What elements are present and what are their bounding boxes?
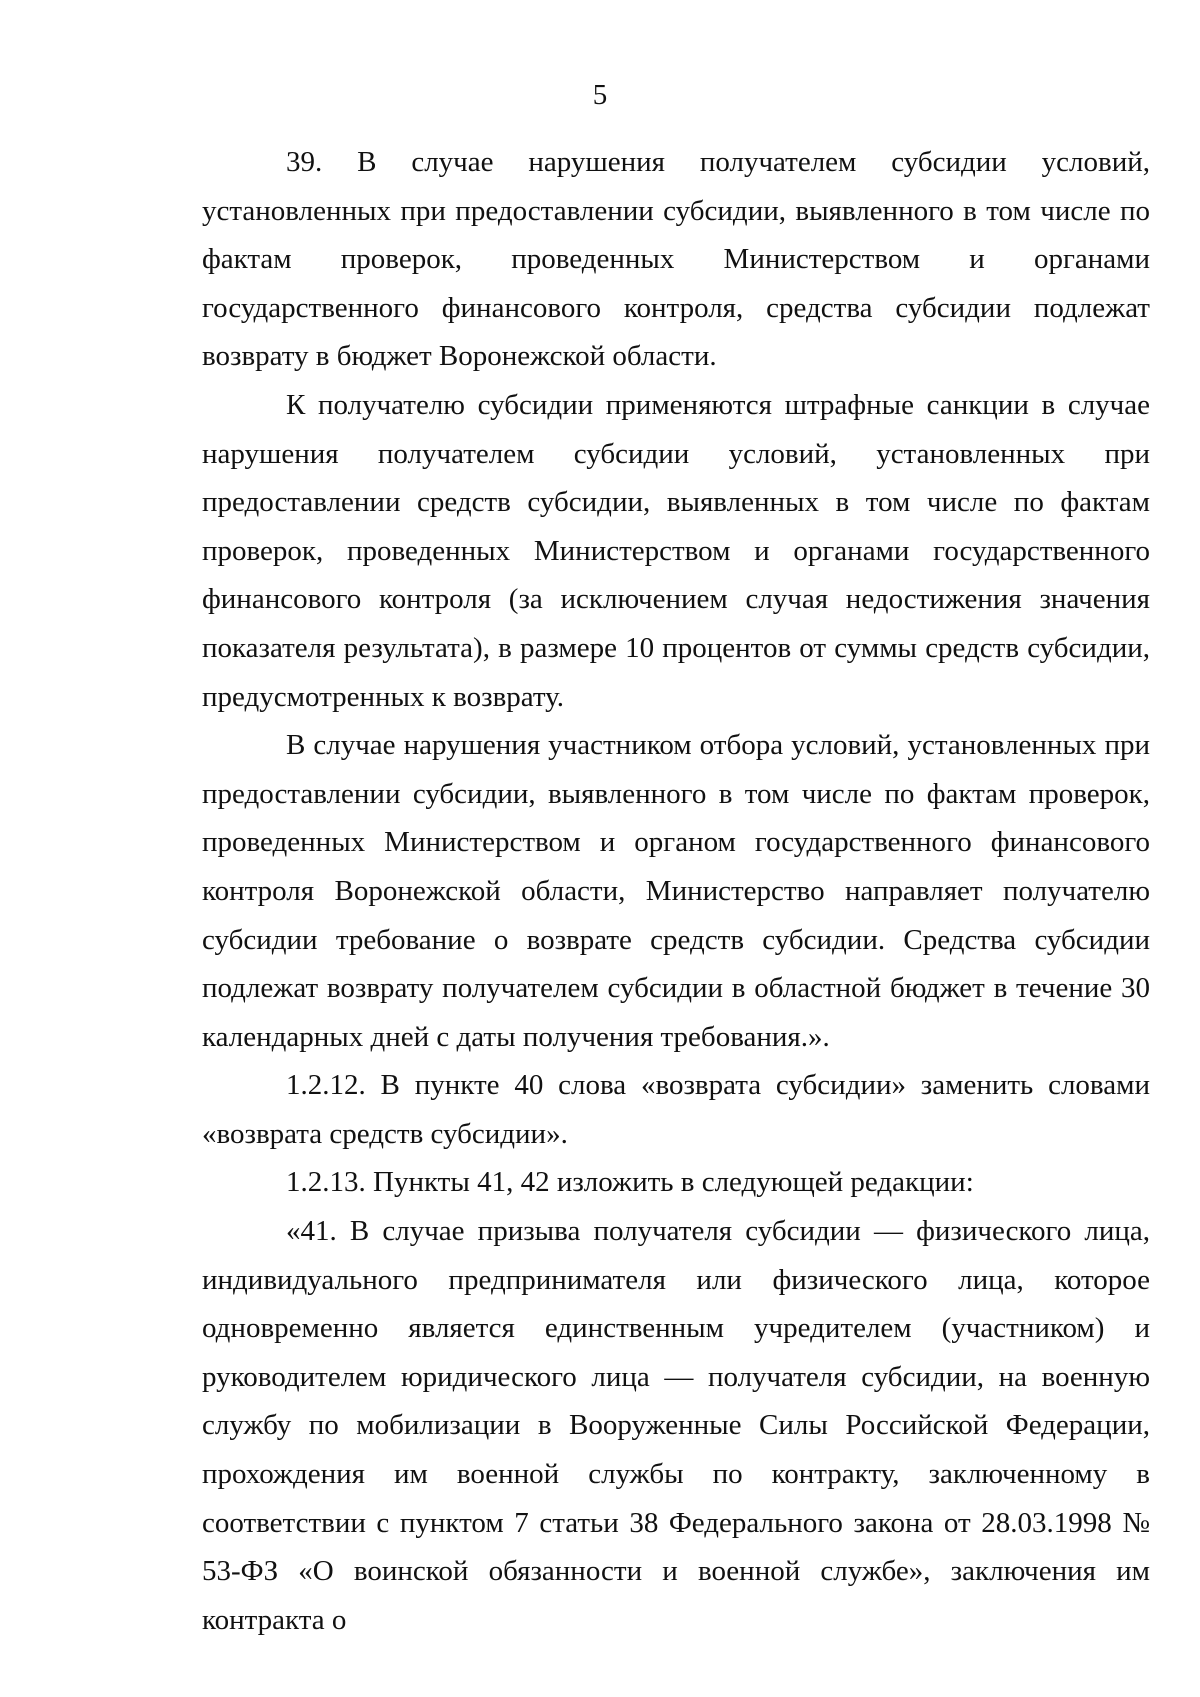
document-body: [202, 138, 1150, 1644]
paragraph-1-2-12: 1.2.12. В пункте 40 слова «возврата субсидии» заменить словами «возврата средств субсидии».: [202, 1069, 1150, 1150]
paragraph-violation-selection: В случае нарушения участником отбора условий, установленных при предоставлении субсидии, выявленного в том числе по фактам проверок, проведенных Министерством и органом государственного финансового контроля Воронежской области, Министерство направляет получателю субсидии требование о возврате средств субсидии. Средства субсидии подлежат возврату получателем субсидии в областной бюджет в течение 30 календарных дней с даты получения требования.».: [202, 729, 1150, 1053]
paragraph-1-2-13: 1.2.13. Пункты 41, 42 изложить в следующей редакции:: [286, 1166, 974, 1199]
paragraph-39: 39. В случае нарушения получателем субсидии условий, установленных при предоставлении субсидии, выявленного в том числе по фактам проверок, проведенных Министерством и органами государственного финансового контроля, средства субсидии подлежат возврату в бюджет Воронежской области.: [202, 146, 1150, 373]
paragraph-41: «41. В случае призыва получателя субсидии — физического лица, индивидуального предпринимателя или физического лица, которое одновременно является единственным учредителем (участником) и руководителем юридического лица — получателя субсидии, на военную службу по мобилизации в Вооруженные Силы Российской Федерации, прохождения им военной службы по контракту, заключенному в соответствии с пунктом 7 статьи 38 Федерального закона от 28.03.1998 № 53-ФЗ «О воинской обязанности и военной службе», заключения им контракта о: [202, 1215, 1150, 1636]
paragraph-penalties: К получателю субсидии применяются штрафные санкции в случае нарушения получателем субсидии условий, установленных при предоставлении средств субсидии, выявленных в том числе по фактам проверок, проведенных Министерством и органами государственного финансового контроля (за исключением случая недостижения значения показателя результата), в размере 10 процентов от суммы средств субсидии, предусмотренных к возврату.: [202, 388, 1150, 713]
page-number: 5: [592, 79, 608, 111]
